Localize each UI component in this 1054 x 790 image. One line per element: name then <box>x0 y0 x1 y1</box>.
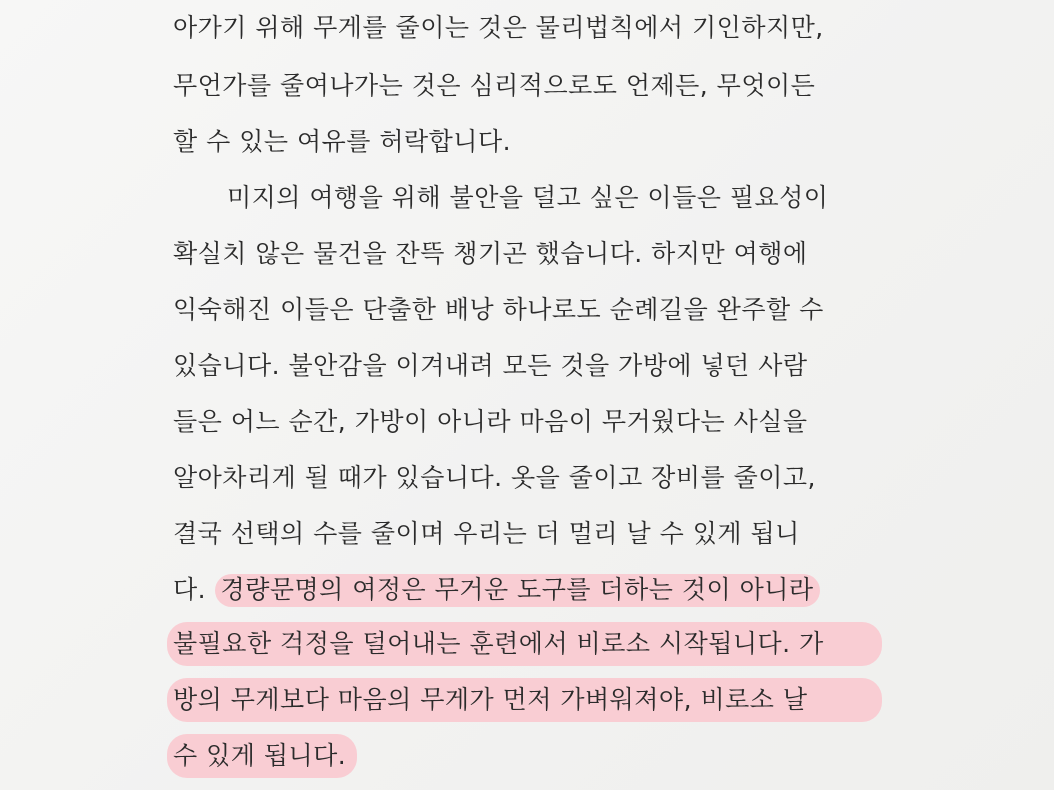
text-line-10: 결국 선택의 수를 줄이며 우리는 더 멀리 날 수 있게 됩니 <box>173 519 800 548</box>
highlighted-text-2: 불필요한 걱정을 덜어내는 훈련에서 비로소 시작됩니다. 가 <box>173 629 824 658</box>
text-line-1: 아가기 위해 무게를 줄이는 것은 물리법칙에서 기인하지만, <box>173 13 824 42</box>
text-line-3: 할 수 있는 여유를 허락합니다. <box>173 127 512 156</box>
text-line-11-prefix: 다. <box>173 575 215 604</box>
text-line-9: 알아차리게 될 때가 있습니다. 옷을 줄이고 장비를 줄이고, <box>173 463 816 492</box>
text-line-8: 들은 어느 순간, 가방이 아니라 마음이 무거웠다는 사실을 <box>173 407 808 436</box>
text-line-5: 확실치 않은 물건을 잔뜩 챙기곤 했습니다. 하지만 여행에 <box>173 239 808 268</box>
text-line-6: 익숙해진 이들은 단출한 배낭 하나로도 순례길을 완주할 수 <box>173 295 824 324</box>
text-line-4-indented: 미지의 여행을 위해 불안을 덜고 싶은 이들은 필요성이 <box>227 183 829 212</box>
text-line-11 <box>173 568 820 612</box>
highlighted-text-4: 수 있게 됩니다. <box>173 741 347 770</box>
text-line-7: 있습니다. 불안감을 이겨내려 모든 것을 가방에 넣던 사람 <box>173 351 808 380</box>
show-through-text <box>360 755 880 785</box>
text-line-2: 무언가를 줄여나가는 것은 심리적으로도 언제든, 무엇이든 <box>173 71 816 100</box>
highlighted-text-1: 경량문명의 여정은 무거운 도구를 더하는 것이 아니라 <box>215 574 820 607</box>
highlighted-text-3: 방의 무게보다 마음의 무게가 먼저 가벼워져야, 비로소 날 <box>173 685 808 714</box>
